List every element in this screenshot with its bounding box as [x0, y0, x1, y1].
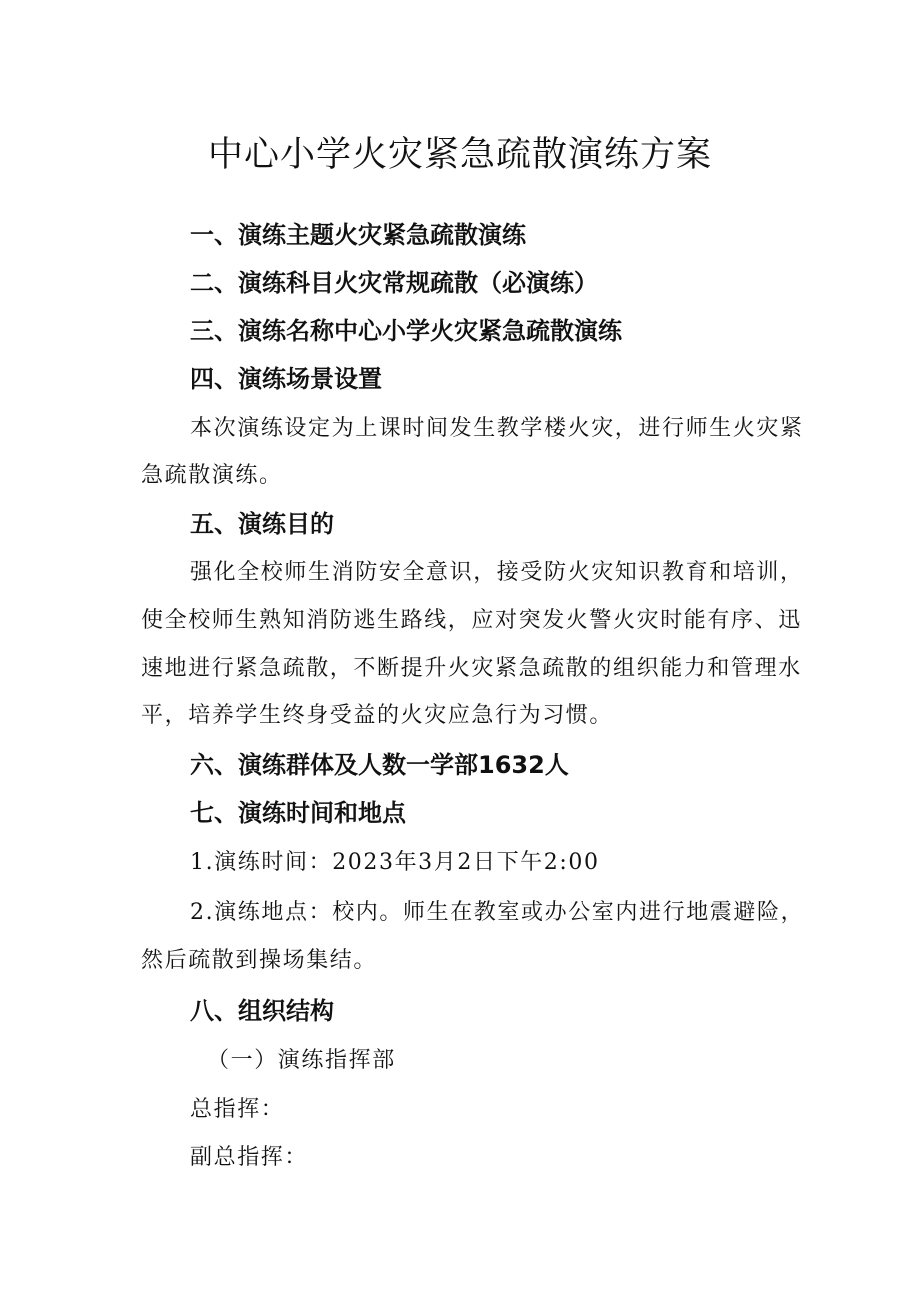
section-heading-scenario: 四、演练场景设置	[190, 365, 382, 393]
drill-time-item: 1.演练时间：2023年3月2日下午2:00	[190, 850, 600, 875]
drill-location-item: 2.演练地点：校内。师生在教室或办公室内进行地震避险，	[190, 900, 805, 925]
scenario-paragraph-line: 本次演练设定为上课时间发生教学楼火灾，进行师生火灾紧	[190, 416, 804, 441]
section-heading-organization: 八、组织结构	[190, 997, 334, 1025]
section-heading-purpose: 五、演练目的	[190, 510, 334, 538]
section-heading-theme: 一、演练主题火灾紧急疏散演练	[190, 221, 526, 249]
section-heading-participants: 六、演练群体及人数一学部1632人	[190, 751, 569, 779]
section-heading-time-place: 七、演练时间和地点	[190, 799, 406, 827]
section-heading-name: 三、演练名称中心小学火灾紧急疏散演练	[190, 317, 622, 345]
section-heading-subject: 二、演练科目火灾常规疏散（必演练）	[190, 269, 598, 297]
drill-location-item-continued: 然后疏散到操场集结。	[141, 948, 378, 973]
purpose-paragraph-line: 速地进行紧急疏散，不断提升火灾紧急疏散的组织能力和管理水	[141, 656, 802, 681]
subsection-command-center: （一）演练指挥部	[207, 1048, 396, 1073]
purpose-paragraph-line: 强化全校师生消防安全意识，接受防火灾知识教育和培训，	[190, 560, 804, 585]
purpose-paragraph-line: 使全校师生熟知消防逃生路线，应对突发火警火灾时能有序、迅	[141, 608, 802, 633]
scenario-paragraph-line: 急疏散演练。	[141, 463, 283, 488]
purpose-paragraph-line: 平，培养学生终身受益的火灾应急行为习惯。	[141, 703, 614, 728]
deputy-commander-label: 副总指挥：	[190, 1145, 309, 1170]
document-title: 中心小学火灾紧急疏散演练方案	[207, 135, 712, 175]
commander-label: 总指挥：	[190, 1097, 285, 1122]
